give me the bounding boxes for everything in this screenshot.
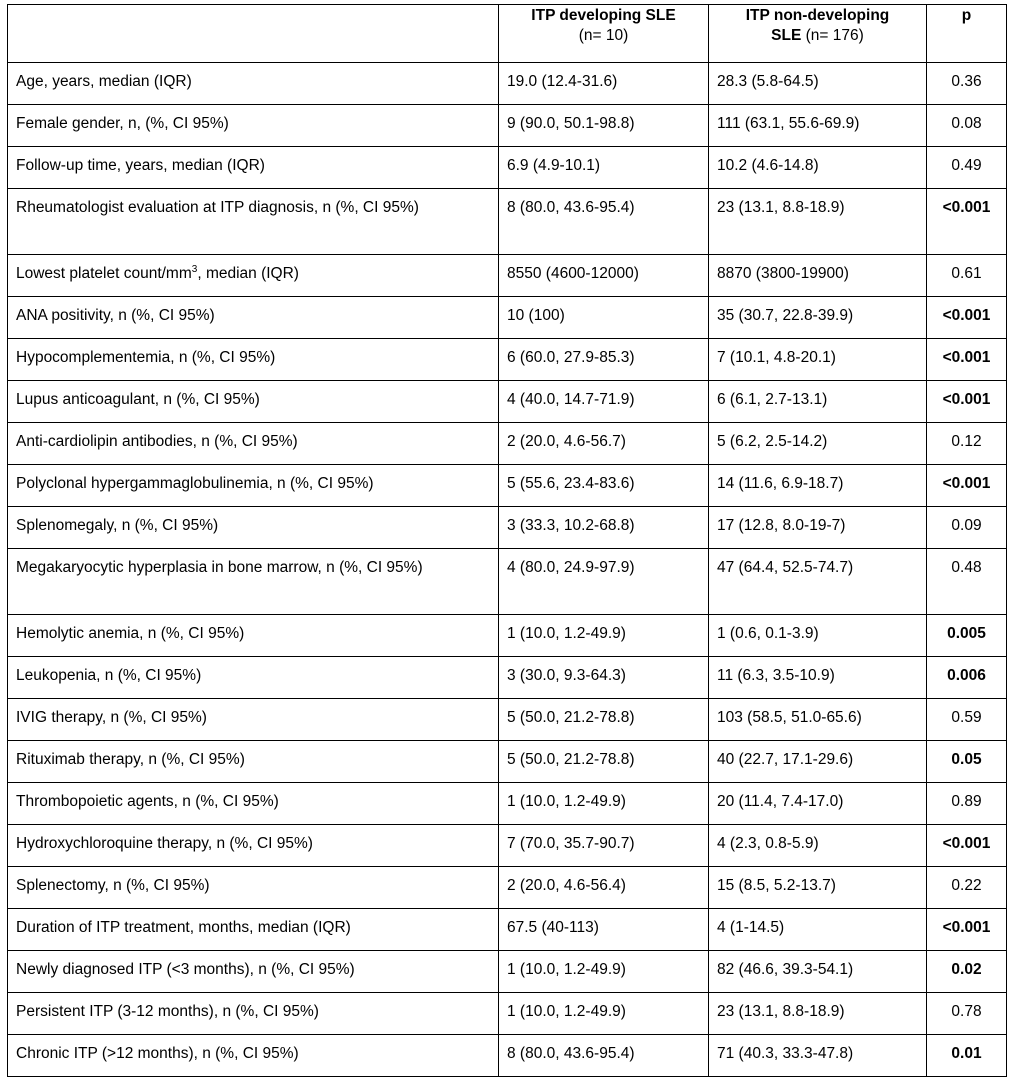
row-non-sle-value: 11 (6.3, 3.5-10.9) [709, 657, 927, 699]
table-row [8, 615, 1007, 657]
header-itp-developing-sle [499, 5, 709, 63]
table-row [8, 507, 1007, 549]
row-label-tail: , median (IQR) [197, 265, 299, 282]
row-p-value: 0.005 [927, 615, 1007, 657]
row-label: Chronic ITP (>12 months), n (%, CI 95%) [8, 1035, 499, 1077]
table-row [8, 423, 1007, 465]
row-label [8, 255, 499, 297]
header-row [8, 5, 1007, 63]
row-sle-value: 7 (70.0, 35.7-90.7) [499, 825, 709, 867]
row-sle-value: 4 (40.0, 14.7-71.9) [499, 381, 709, 423]
row-non-sle-value: 5 (6.2, 2.5-14.2) [709, 423, 927, 465]
row-sle-value: 3 (30.0, 9.3-64.3) [499, 657, 709, 699]
row-label: Splenomegaly, n (%, CI 95%) [8, 507, 499, 549]
table-row [8, 951, 1007, 993]
header-col2-n: (n= 10) [578, 27, 629, 44]
table-row [8, 297, 1007, 339]
row-p-value: 0.006 [927, 657, 1007, 699]
row-label: Anti-cardiolipin antibodies, n (%, CI 95%) [8, 423, 499, 465]
row-non-sle-value: 8870 (3800-19900) [709, 255, 927, 297]
row-p-value: <0.001 [927, 339, 1007, 381]
row-p-value: 0.36 [927, 63, 1007, 105]
row-sle-value: 6.9 (4.9-10.1) [499, 147, 709, 189]
row-p-value: 0.22 [927, 867, 1007, 909]
row-non-sle-value: 35 (30.7, 22.8-39.9) [709, 297, 927, 339]
row-label: Thrombopoietic agents, n (%, CI 95%) [8, 783, 499, 825]
row-non-sle-value: 10.2 (4.6-14.8) [709, 147, 927, 189]
row-label: Rheumatologist evaluation at ITP diagnosis, n (%, CI 95%) [8, 189, 499, 255]
row-sle-value: 3 (33.3, 10.2-68.8) [499, 507, 709, 549]
row-p-value: 0.89 [927, 783, 1007, 825]
row-label: ANA positivity, n (%, CI 95%) [8, 297, 499, 339]
row-label: Polyclonal hypergammaglobulinemia, n (%, CI 95%) [8, 465, 499, 507]
row-sle-value: 2 (20.0, 4.6-56.4) [499, 867, 709, 909]
row-non-sle-value: 82 (46.6, 39.3-54.1) [709, 951, 927, 993]
row-p-value: 0.12 [927, 423, 1007, 465]
row-sle-value: 1 (10.0, 1.2-49.9) [499, 615, 709, 657]
row-p-value: <0.001 [927, 825, 1007, 867]
row-p-value: 0.08 [927, 105, 1007, 147]
row-label-text: Lowest platelet count/mm [16, 265, 192, 282]
row-sle-value: 8 (80.0, 43.6-95.4) [499, 1035, 709, 1077]
row-p-value: 0.59 [927, 699, 1007, 741]
row-non-sle-value: 1 (0.6, 0.1-3.9) [709, 615, 927, 657]
table-row [8, 339, 1007, 381]
row-sle-value: 8 (80.0, 43.6-95.4) [499, 189, 709, 255]
row-label-superscript: 3 [191, 263, 198, 275]
row-label: Female gender, n, (%, CI 95%) [8, 105, 499, 147]
table-row [8, 465, 1007, 507]
row-sle-value: 5 (55.6, 23.4-83.6) [499, 465, 709, 507]
row-p-value: <0.001 [927, 189, 1007, 255]
table-row [8, 783, 1007, 825]
row-non-sle-value: 71 (40.3, 33.3-47.8) [709, 1035, 927, 1077]
row-sle-value: 10 (100) [499, 297, 709, 339]
row-non-sle-value: 17 (12.8, 8.0-19-7) [709, 507, 927, 549]
row-label: Follow-up time, years, median (IQR) [8, 147, 499, 189]
row-non-sle-value: 28.3 (5.8-64.5) [709, 63, 927, 105]
row-sle-value: 4 (80.0, 24.9-97.9) [499, 549, 709, 615]
row-sle-value: 1 (10.0, 1.2-49.9) [499, 783, 709, 825]
row-non-sle-value: 4 (1-14.5) [709, 909, 927, 951]
row-sle-value: 8550 (4600-12000) [499, 255, 709, 297]
header-characteristic [8, 5, 499, 63]
row-non-sle-value: 6 (6.1, 2.7-13.1) [709, 381, 927, 423]
header-col2-title: ITP developing SLE [531, 7, 676, 24]
header-col3-n: (n= 176) [805, 27, 864, 44]
row-non-sle-value: 103 (58.5, 51.0-65.6) [709, 699, 927, 741]
header-col3-title-line2: SLE [771, 27, 802, 44]
table-row [8, 993, 1007, 1035]
row-p-value: 0.48 [927, 549, 1007, 615]
row-non-sle-value: 14 (11.6, 6.9-18.7) [709, 465, 927, 507]
row-non-sle-value: 40 (22.7, 17.1-29.6) [709, 741, 927, 783]
row-non-sle-value: 15 (8.5, 5.2-13.7) [709, 867, 927, 909]
row-p-value: 0.05 [927, 741, 1007, 783]
row-p-value: 0.02 [927, 951, 1007, 993]
row-p-value: <0.001 [927, 381, 1007, 423]
row-sle-value: 67.5 (40-113) [499, 909, 709, 951]
table-row [8, 657, 1007, 699]
row-p-value: 0.01 [927, 1035, 1007, 1077]
row-sle-value: 19.0 (12.4-31.6) [499, 63, 709, 105]
row-label: Megakaryocytic hyperplasia in bone marrow, n (%, CI 95%) [8, 549, 499, 615]
row-label: Hydroxychloroquine therapy, n (%, CI 95%) [8, 825, 499, 867]
table-row [8, 147, 1007, 189]
table-row [8, 825, 1007, 867]
row-p-value: 0.09 [927, 507, 1007, 549]
table-row [8, 1035, 1007, 1077]
row-non-sle-value: 4 (2.3, 0.8-5.9) [709, 825, 927, 867]
row-label: Hypocomplementemia, n (%, CI 95%) [8, 339, 499, 381]
row-p-value: 0.61 [927, 255, 1007, 297]
row-non-sle-value: 7 (10.1, 4.8-20.1) [709, 339, 927, 381]
row-label: Duration of ITP treatment, months, median (IQR) [8, 909, 499, 951]
table-row [8, 105, 1007, 147]
row-non-sle-value: 23 (13.1, 8.8-18.9) [709, 189, 927, 255]
row-p-value: 0.49 [927, 147, 1007, 189]
table-row [8, 189, 1007, 255]
row-label: Newly diagnosed ITP (<3 months), n (%, CI 95%) [8, 951, 499, 993]
results-table [7, 4, 1007, 1077]
row-p-value: <0.001 [927, 297, 1007, 339]
header-p-value: p [927, 5, 1007, 63]
header-col3-title-line1: ITP non-developing [745, 7, 890, 24]
row-sle-value: 1 (10.0, 1.2-49.9) [499, 951, 709, 993]
row-p-value: <0.001 [927, 465, 1007, 507]
table-row [8, 255, 1007, 297]
table-row [8, 549, 1007, 615]
row-sle-value: 5 (50.0, 21.2-78.8) [499, 699, 709, 741]
table-row [8, 381, 1007, 423]
table-row [8, 741, 1007, 783]
row-label: Hemolytic anemia, n (%, CI 95%) [8, 615, 499, 657]
table-row [8, 909, 1007, 951]
row-label: Splenectomy, n (%, CI 95%) [8, 867, 499, 909]
table-row [8, 867, 1007, 909]
table-row [8, 699, 1007, 741]
table-row [8, 63, 1007, 105]
row-label: Persistent ITP (3-12 months), n (%, CI 95%) [8, 993, 499, 1035]
row-non-sle-value: 20 (11.4, 7.4-17.0) [709, 783, 927, 825]
row-sle-value: 6 (60.0, 27.9-85.3) [499, 339, 709, 381]
row-p-value: 0.78 [927, 993, 1007, 1035]
row-label: IVIG therapy, n (%, CI 95%) [8, 699, 499, 741]
row-p-value: <0.001 [927, 909, 1007, 951]
header-itp-non-developing-sle [709, 5, 927, 63]
row-label: Leukopenia, n (%, CI 95%) [8, 657, 499, 699]
row-non-sle-value: 111 (63.1, 55.6-69.9) [709, 105, 927, 147]
row-label: Rituximab therapy, n (%, CI 95%) [8, 741, 499, 783]
row-sle-value: 2 (20.0, 4.6-56.7) [499, 423, 709, 465]
row-sle-value: 5 (50.0, 21.2-78.8) [499, 741, 709, 783]
row-non-sle-value: 47 (64.4, 52.5-74.7) [709, 549, 927, 615]
row-label: Age, years, median (IQR) [8, 63, 499, 105]
row-sle-value: 1 (10.0, 1.2-49.9) [499, 993, 709, 1035]
row-label: Lupus anticoagulant, n (%, CI 95%) [8, 381, 499, 423]
row-sle-value: 9 (90.0, 50.1-98.8) [499, 105, 709, 147]
row-non-sle-value: 23 (13.1, 8.8-18.9) [709, 993, 927, 1035]
